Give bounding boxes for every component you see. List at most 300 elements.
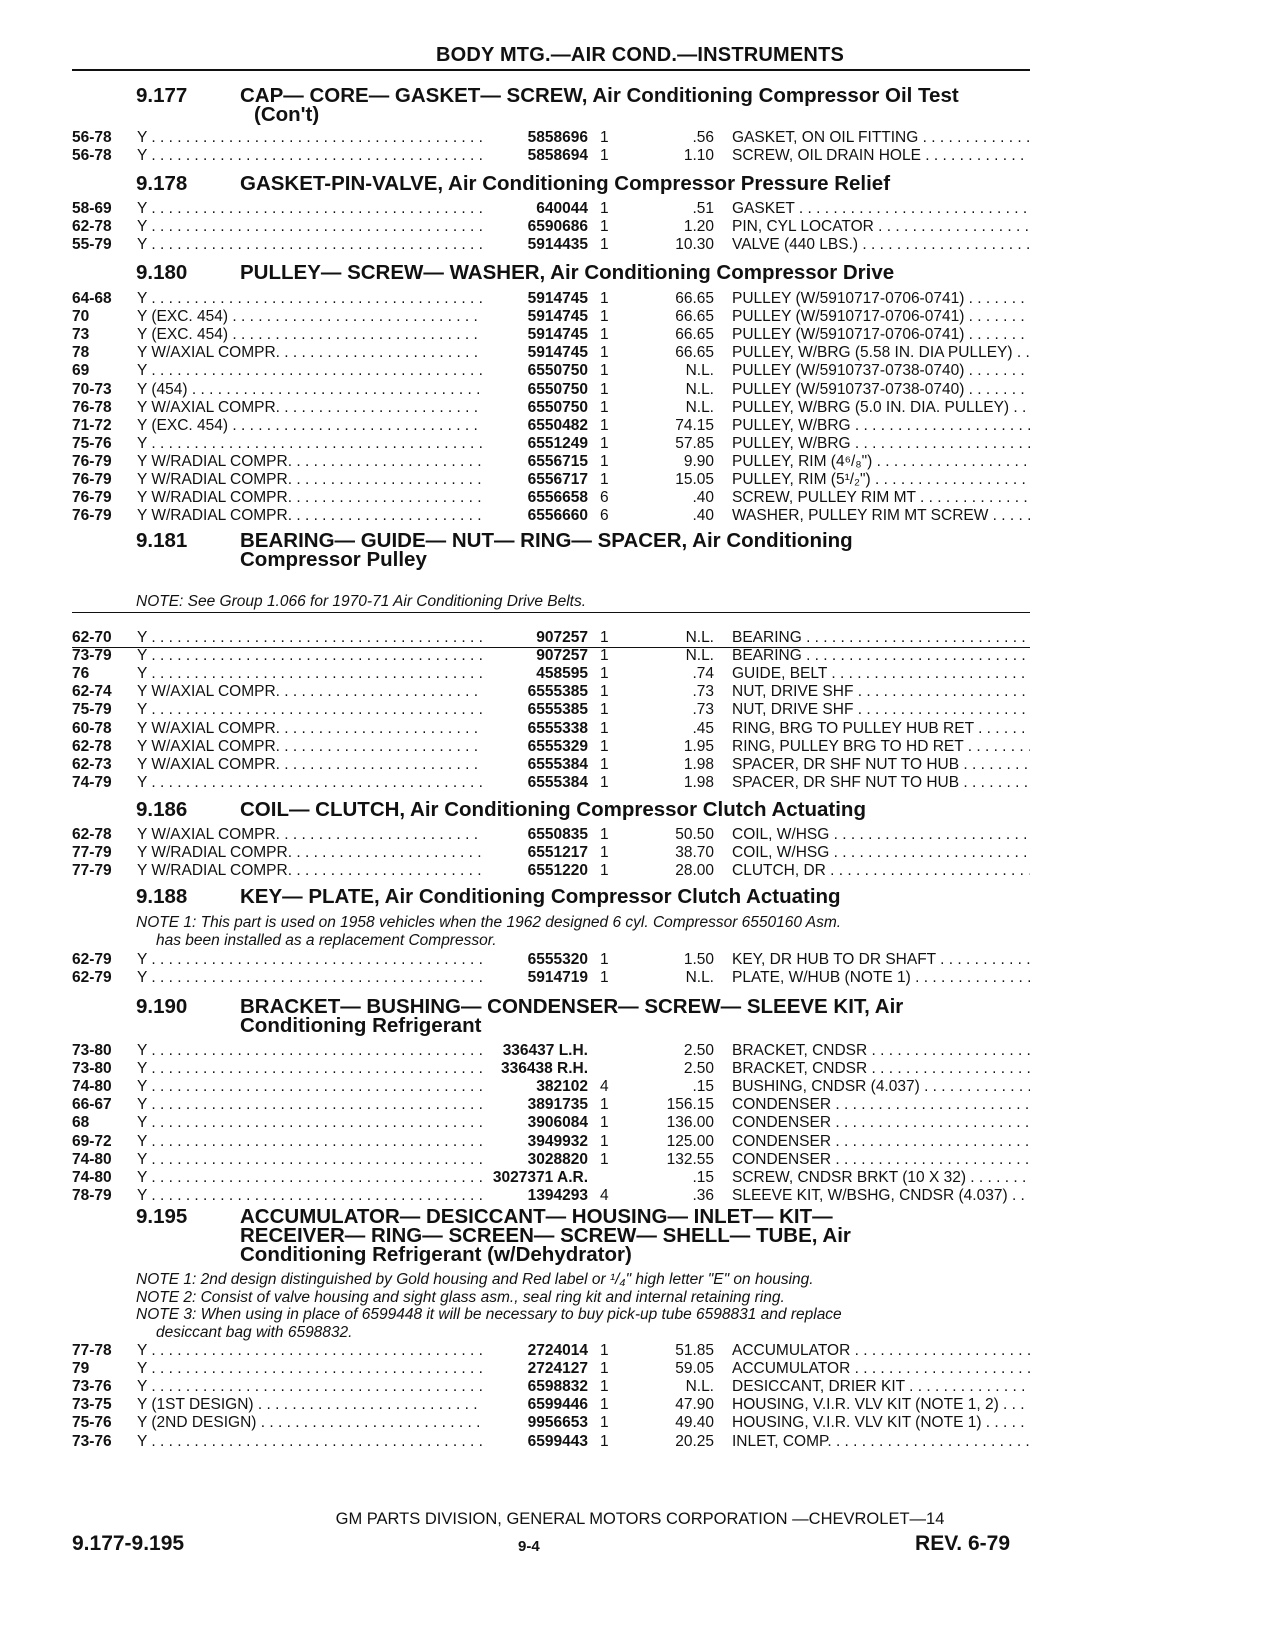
- description: SPACER, DR SHF NUT TO HUB . . .: [732, 755, 1030, 774]
- description: PULLEY (W/5910717-0706-0741) . . .: [732, 307, 1030, 326]
- description: HOUSING, V.I.R. VLV KIT (NOTE 1) . . .: [732, 1413, 1030, 1432]
- table-row: [72, 1095, 1030, 1114]
- description: CONDENSER . . .: [732, 1132, 1030, 1151]
- price: 156.15: [666, 1096, 714, 1114]
- section-number: 9.186: [136, 798, 188, 821]
- part-number: 9956653: [527, 1414, 588, 1432]
- table-row: [72, 380, 1030, 399]
- year-range: 69-72: [72, 1132, 112, 1150]
- year-range: 76-78: [72, 398, 112, 416]
- price: 1.98: [683, 773, 714, 791]
- price: 15.05: [675, 471, 714, 488]
- price: 1.20: [683, 218, 714, 236]
- section-note: NOTE 2: Consist of valve housing and sight glass asm., seal ring kit and internal retaining ring.: [136, 1288, 785, 1306]
- quantity: 4: [600, 1078, 609, 1096]
- section-title: Compressor Pulley: [240, 548, 427, 571]
- table-row: [72, 235, 1030, 254]
- description: BUSHING, CNDSR (4.037) . . .: [732, 1077, 1030, 1096]
- price: 66.65: [675, 290, 714, 307]
- table-row: [72, 506, 1030, 525]
- part-number: 6551249: [527, 434, 588, 452]
- header-rule: [72, 69, 1030, 71]
- year-range: 77-78: [72, 1342, 112, 1359]
- application: Y . . .: [137, 1432, 483, 1451]
- quantity: 1: [600, 951, 609, 968]
- description: PULLEY (W/5910737-0738-0740) . . .: [732, 380, 1030, 399]
- table-row: [72, 682, 1030, 701]
- table-row: [72, 646, 1030, 665]
- quantity: 6: [600, 489, 609, 507]
- table-row: [72, 146, 1030, 165]
- part-number: 6555384: [527, 755, 588, 773]
- price: 10.30: [675, 236, 714, 254]
- section-title: KEY— PLATE, Air Conditioning Compressor Clutch Actuating: [240, 885, 841, 908]
- price: 132.55: [666, 1150, 714, 1168]
- quantity: 1: [600, 1432, 609, 1450]
- quantity: 1: [600, 434, 609, 452]
- table-row: [72, 719, 1030, 738]
- part-number: 2724014: [527, 1342, 588, 1359]
- description: COIL, W/HSG . . .: [732, 825, 1030, 844]
- description: DESICCANT, DRIER KIT . . .: [732, 1377, 1030, 1396]
- part-number: 3949932: [527, 1132, 588, 1150]
- price: 2.50: [683, 1042, 714, 1059]
- description: INLET, COMP. . . .: [732, 1432, 1030, 1451]
- table-row: [72, 968, 1030, 987]
- year-range: 62-70: [72, 629, 112, 646]
- part-number: 5914745: [527, 344, 588, 362]
- quantity: 1: [600, 665, 609, 683]
- section-number: 9.181: [136, 529, 188, 552]
- price: .15: [692, 1078, 714, 1096]
- section-number: 9.188: [136, 885, 188, 908]
- price: N.L.: [685, 362, 714, 380]
- description: HOUSING, V.I.R. VLV KIT (NOTE 1, 2) . . .: [732, 1395, 1030, 1414]
- table-row: [72, 1059, 1030, 1078]
- part-number: 6550750: [527, 362, 588, 380]
- table-row: [72, 1377, 1030, 1396]
- year-range: 76-79: [72, 489, 112, 507]
- application: Y . . .: [137, 289, 483, 308]
- year-range: 70: [72, 308, 90, 326]
- description: GUIDE, BELT . . .: [732, 664, 1030, 683]
- section-title: GASKET-PIN-VALVE, Air Conditioning Compressor Pressure Relief: [240, 172, 891, 195]
- description: PULLEY, W/BRG . . .: [732, 416, 1030, 435]
- year-range: 62-78: [72, 737, 112, 755]
- price: .51: [692, 200, 714, 217]
- description: VALVE (440 LBS.) . . .: [732, 235, 1030, 254]
- table-row: [72, 1395, 1030, 1414]
- section-number: 9.178: [136, 172, 188, 195]
- description: BRACKET, CNDSR . . .: [732, 1041, 1030, 1060]
- footer-publisher: GM PARTS DIVISION, GENERAL MOTORS CORPORATION —CHEVROLET—14: [335, 1510, 945, 1528]
- year-range: 64-68: [72, 290, 112, 307]
- table-row: [72, 773, 1030, 792]
- part-number: 6555385: [527, 683, 588, 701]
- quantity: 1: [600, 1150, 609, 1168]
- year-range: 78: [72, 344, 90, 362]
- footer-page-number: 9-4: [518, 1538, 540, 1555]
- price: 74.15: [675, 416, 714, 434]
- quantity: 1: [600, 147, 609, 165]
- price: 1.98: [683, 755, 714, 773]
- part-number: 6551220: [527, 862, 588, 880]
- application: Y W/AXIAL COMPR. . . .: [137, 719, 483, 738]
- quantity: 1: [600, 826, 609, 843]
- section-title: BRACKET— BUSHING— CONDENSER— SCREW— SLEEVE KIT, Air: [240, 995, 904, 1018]
- part-number: 6598832: [527, 1378, 588, 1396]
- year-range: 75-79: [72, 701, 112, 719]
- application: Y W/AXIAL COMPR. . . .: [137, 682, 483, 701]
- part-number: 6556717: [527, 471, 588, 488]
- description: GASKET, ON OIL FITTING . . .: [732, 128, 1030, 147]
- price: N.L.: [685, 629, 714, 646]
- year-range: 62-78: [72, 826, 112, 843]
- application: Y . . .: [137, 1041, 483, 1060]
- year-range: 62-79: [72, 951, 112, 968]
- year-range: 76: [72, 665, 90, 683]
- note-rule: [72, 612, 1030, 613]
- footer-section-range: 9.177-9.195: [72, 1532, 185, 1555]
- table-row: [72, 452, 1030, 471]
- year-range: 76-79: [72, 452, 112, 470]
- price: 38.70: [675, 844, 714, 862]
- table-row: [72, 325, 1030, 344]
- table-row: [72, 217, 1030, 236]
- year-range: 75-76: [72, 434, 112, 452]
- part-number: 6555384: [527, 773, 588, 791]
- part-number: 5858696: [527, 129, 588, 146]
- price: N.L.: [685, 969, 714, 987]
- year-range: 55-79: [72, 236, 112, 254]
- quantity: 6: [600, 507, 609, 525]
- description: PULLEY, RIM (5¹/₂") . . .: [732, 470, 1030, 489]
- part-number: 6556715: [527, 452, 588, 470]
- description: GASKET . . .: [732, 199, 1030, 218]
- table-row: [72, 361, 1030, 380]
- section-note: NOTE 1: 2nd design distinguished by Gold housing and Red label or ¹/₄" high letter "E" on housing.: [136, 1271, 814, 1288]
- part-number: 1394293: [527, 1186, 588, 1204]
- footer-revision: REV. 6-79: [915, 1532, 1010, 1555]
- quantity: 1: [600, 1396, 609, 1414]
- table-row: [72, 1186, 1030, 1205]
- application: Y . . .: [137, 1377, 483, 1396]
- application: Y . . .: [137, 1059, 483, 1078]
- year-range: 56-78: [72, 129, 112, 146]
- application: Y (EXC. 454) . . .: [137, 416, 483, 435]
- table-row: [72, 1113, 1030, 1132]
- table-row: [72, 199, 1030, 218]
- part-number: 6599443: [527, 1432, 588, 1450]
- price: 9.90: [683, 452, 714, 470]
- table-row: [72, 825, 1030, 844]
- year-range: 78-79: [72, 1186, 112, 1204]
- year-range: 71-72: [72, 416, 112, 434]
- description: PULLEY (W/5910737-0738-0740) . . .: [732, 361, 1030, 380]
- description: PULLEY (W/5910717-0706-0741) . . .: [732, 289, 1030, 308]
- application: Y . . .: [137, 1341, 483, 1360]
- application: Y W/AXIAL COMPR. . . .: [137, 737, 483, 756]
- year-range: 76-79: [72, 507, 112, 525]
- application: Y (454) . . .: [137, 380, 483, 399]
- description: BRACKET, CNDSR . . .: [732, 1059, 1030, 1078]
- section-title: PULLEY— SCREW— WASHER, Air Conditioning Compressor Drive: [240, 261, 895, 284]
- table-row: [72, 307, 1030, 326]
- application: Y . . .: [137, 199, 483, 218]
- table-row: [72, 289, 1030, 308]
- part-number: 5914745: [527, 308, 588, 326]
- part-number: 6550482: [527, 416, 588, 434]
- price: .56: [692, 129, 714, 146]
- part-number: 6555338: [527, 719, 588, 737]
- table-row: [72, 128, 1030, 147]
- quantity: 4: [600, 1186, 609, 1204]
- part-number: 6599446: [527, 1396, 588, 1414]
- description: NUT, DRIVE SHF . . .: [732, 682, 1030, 701]
- year-range: 73-76: [72, 1378, 112, 1396]
- quantity: 1: [600, 129, 609, 146]
- part-number: 6556658: [527, 489, 588, 507]
- application: Y . . .: [137, 628, 483, 647]
- table-row: [72, 1432, 1030, 1451]
- price: 20.25: [675, 1432, 714, 1450]
- quantity: 1: [600, 862, 609, 880]
- table-row: [72, 1341, 1030, 1360]
- year-range: 73-76: [72, 1432, 112, 1450]
- table-row: [72, 416, 1030, 435]
- year-range: 74-80: [72, 1168, 112, 1186]
- price: 2.50: [683, 1060, 714, 1078]
- part-number: 5914719: [527, 969, 588, 987]
- application: Y W/AXIAL COMPR. . . .: [137, 825, 483, 844]
- section-title: (Con't): [254, 103, 320, 126]
- description: CONDENSER . . .: [732, 1095, 1030, 1114]
- table-row: [72, 700, 1030, 719]
- part-number: 5914435: [527, 236, 588, 254]
- section-note: has been installed as a replacement Compressor.: [156, 931, 497, 949]
- year-range: 77-79: [72, 844, 112, 862]
- part-number: 336437 L.H.: [502, 1042, 588, 1059]
- price: .40: [692, 489, 714, 507]
- table-row: [72, 1132, 1030, 1151]
- description: PULLEY, W/BRG (5.0 IN. DIA. PULLEY) . . .: [732, 398, 1030, 417]
- year-range: 73-80: [72, 1060, 112, 1078]
- part-number: 640044: [536, 200, 588, 217]
- table-row: [72, 950, 1030, 969]
- note-rule: [72, 647, 1030, 648]
- price: 28.00: [675, 862, 714, 880]
- section-note: NOTE 3: When using in place of 6599448 it will be necessary to buy pick-up tube 6598831 and replace: [136, 1306, 842, 1323]
- table-row: [72, 488, 1030, 507]
- part-number: 336438 R.H.: [500, 1060, 588, 1078]
- year-range: 74-80: [72, 1078, 112, 1096]
- quantity: 1: [600, 326, 609, 344]
- year-range: 73-79: [72, 647, 112, 665]
- application: Y . . .: [137, 1150, 483, 1169]
- application: Y . . .: [137, 235, 483, 254]
- section-number: 9.190: [136, 995, 188, 1018]
- year-range: 62-74: [72, 683, 112, 701]
- table-row: [72, 628, 1030, 647]
- year-range: 68: [72, 1114, 90, 1132]
- application: Y . . .: [137, 361, 483, 380]
- price: 1.10: [683, 147, 714, 165]
- price: 66.65: [675, 326, 714, 344]
- part-number: 3906084: [527, 1114, 588, 1132]
- price: .74: [692, 665, 714, 683]
- year-range: 70-73: [72, 380, 112, 398]
- quantity: 1: [600, 344, 609, 362]
- description: PLATE, W/HUB (NOTE 1) . . .: [732, 968, 1030, 987]
- year-range: 62-73: [72, 755, 112, 773]
- application: Y . . .: [137, 1095, 483, 1114]
- year-range: 74-80: [72, 1150, 112, 1168]
- price: 49.40: [675, 1414, 714, 1432]
- application: Y . . .: [137, 217, 483, 236]
- year-range: 58-69: [72, 200, 112, 217]
- price: 51.85: [675, 1342, 714, 1359]
- quantity: 1: [600, 380, 609, 398]
- quantity: 1: [600, 719, 609, 737]
- description: BEARING . . .: [732, 646, 1030, 665]
- table-row: [72, 664, 1030, 683]
- year-range: 69: [72, 362, 90, 380]
- part-number: 907257: [536, 647, 588, 665]
- section-title: Conditioning Refrigerant (w/Dehydrator): [240, 1243, 632, 1266]
- section-title: BEARING— GUIDE— NUT— RING— SPACER, Air Conditioning: [240, 529, 853, 552]
- quantity: 1: [600, 969, 609, 987]
- quantity: 1: [600, 471, 609, 488]
- section-title: RECEIVER— RING— SCREEN— SCREW— SHELL— TUBE, Air: [240, 1224, 851, 1247]
- application: Y (2ND DESIGN) . . .: [137, 1413, 483, 1432]
- table-row: [72, 843, 1030, 862]
- section-title: Conditioning Refrigerant: [240, 1014, 482, 1037]
- year-range: 79: [72, 1360, 90, 1378]
- price: N.L.: [685, 1378, 714, 1396]
- application: Y . . .: [137, 664, 483, 683]
- year-range: 73: [72, 326, 90, 344]
- price: N.L.: [685, 398, 714, 416]
- section-note: desiccant bag with 6598832.: [156, 1323, 353, 1341]
- table-row: [72, 1150, 1030, 1169]
- application: Y W/RADIAL COMPR. . . .: [137, 488, 483, 507]
- table-row: [72, 398, 1030, 417]
- price: 66.65: [675, 308, 714, 326]
- application: Y . . .: [137, 950, 483, 969]
- application: Y (EXC. 454) . . .: [137, 325, 483, 344]
- quantity: 1: [600, 200, 609, 217]
- year-range: 75-76: [72, 1414, 112, 1432]
- price: .45: [692, 719, 714, 737]
- table-row: [72, 1041, 1030, 1060]
- description: SPACER, DR SHF NUT TO HUB . . .: [732, 773, 1030, 792]
- description: PULLEY (W/5910717-0706-0741) . . .: [732, 325, 1030, 344]
- description: RING, PULLEY BRG TO HD RET . . .: [732, 737, 1030, 756]
- price: 1.50: [683, 951, 714, 968]
- description: PIN, CYL LOCATOR . . .: [732, 217, 1030, 236]
- application: Y . . .: [137, 1186, 483, 1205]
- quantity: 1: [600, 398, 609, 416]
- description: PULLEY, RIM (4⁶/₈") . . .: [732, 452, 1030, 471]
- quantity: 1: [600, 683, 609, 701]
- description: RING, BRG TO PULLEY HUB RET . . .: [732, 719, 1030, 738]
- part-number: 6590686: [527, 218, 588, 236]
- description: NUT, DRIVE SHF . . .: [732, 700, 1030, 719]
- part-number: 6550835: [527, 826, 588, 843]
- quantity: 1: [600, 362, 609, 380]
- section-note: NOTE: See Group 1.066 for 1970-71 Air Conditioning Drive Belts.: [136, 593, 587, 610]
- table-row: [72, 1168, 1030, 1187]
- quantity: 1: [600, 1342, 609, 1359]
- price: 59.05: [675, 1360, 714, 1378]
- part-number: 382102: [536, 1078, 588, 1096]
- description: KEY, DR HUB TO DR SHAFT . . .: [732, 950, 1030, 969]
- quantity: 1: [600, 1360, 609, 1378]
- description: PULLEY, W/BRG . . .: [732, 434, 1030, 453]
- quantity: 1: [600, 755, 609, 773]
- section-number: 9.195: [136, 1205, 188, 1228]
- part-number: 5858694: [527, 147, 588, 165]
- description: CLUTCH, DR . . .: [732, 861, 1030, 880]
- description: SCREW, OIL DRAIN HOLE . . .: [732, 146, 1030, 165]
- application: Y . . .: [137, 1168, 483, 1187]
- part-number: 3891735: [527, 1096, 588, 1114]
- application: Y W/RADIAL COMPR. . . .: [137, 843, 483, 862]
- price: 1.95: [683, 737, 714, 755]
- part-number: 6551217: [527, 844, 588, 862]
- quantity: 1: [600, 1132, 609, 1150]
- application: Y . . .: [137, 1077, 483, 1096]
- description: CONDENSER . . .: [732, 1150, 1030, 1169]
- year-range: 60-78: [72, 719, 112, 737]
- quantity: 1: [600, 236, 609, 254]
- year-range: 73-80: [72, 1042, 112, 1059]
- section-number: 9.180: [136, 261, 188, 284]
- quantity: 1: [600, 1096, 609, 1114]
- table-row: [72, 1359, 1030, 1378]
- table-row: [72, 1413, 1030, 1432]
- part-number: 2724127: [527, 1360, 588, 1378]
- price: 50.50: [675, 826, 714, 843]
- quantity: 1: [600, 773, 609, 791]
- part-number: 6550750: [527, 380, 588, 398]
- description: ACCUMULATOR . . .: [732, 1341, 1030, 1360]
- section-number: 9.177: [136, 84, 188, 107]
- price: .15: [692, 1168, 714, 1186]
- quantity: 1: [600, 308, 609, 326]
- part-number: 907257: [536, 629, 588, 646]
- price: .40: [692, 507, 714, 525]
- section-title: COIL— CLUTCH, Air Conditioning Compressor Clutch Actuating: [240, 798, 866, 821]
- quantity: 1: [600, 416, 609, 434]
- section-title: ACCUMULATOR— DESICCANT— HOUSING— INLET— KIT—: [240, 1205, 833, 1228]
- quantity: 1: [600, 737, 609, 755]
- price: 125.00: [666, 1132, 714, 1150]
- part-number: 6555385: [527, 701, 588, 719]
- price: 66.65: [675, 344, 714, 362]
- part-number: 3028820: [527, 1150, 588, 1168]
- application: Y W/RADIAL COMPR. . . .: [137, 470, 483, 489]
- quantity: 1: [600, 701, 609, 719]
- application: Y (EXC. 454) . . .: [137, 307, 483, 326]
- application: Y . . .: [137, 1113, 483, 1132]
- table-row: [72, 1077, 1030, 1096]
- price: N.L.: [685, 647, 714, 665]
- year-range: 73-75: [72, 1396, 112, 1414]
- part-number: 6556660: [527, 507, 588, 525]
- year-range: 76-79: [72, 471, 112, 488]
- price: 136.00: [666, 1114, 714, 1132]
